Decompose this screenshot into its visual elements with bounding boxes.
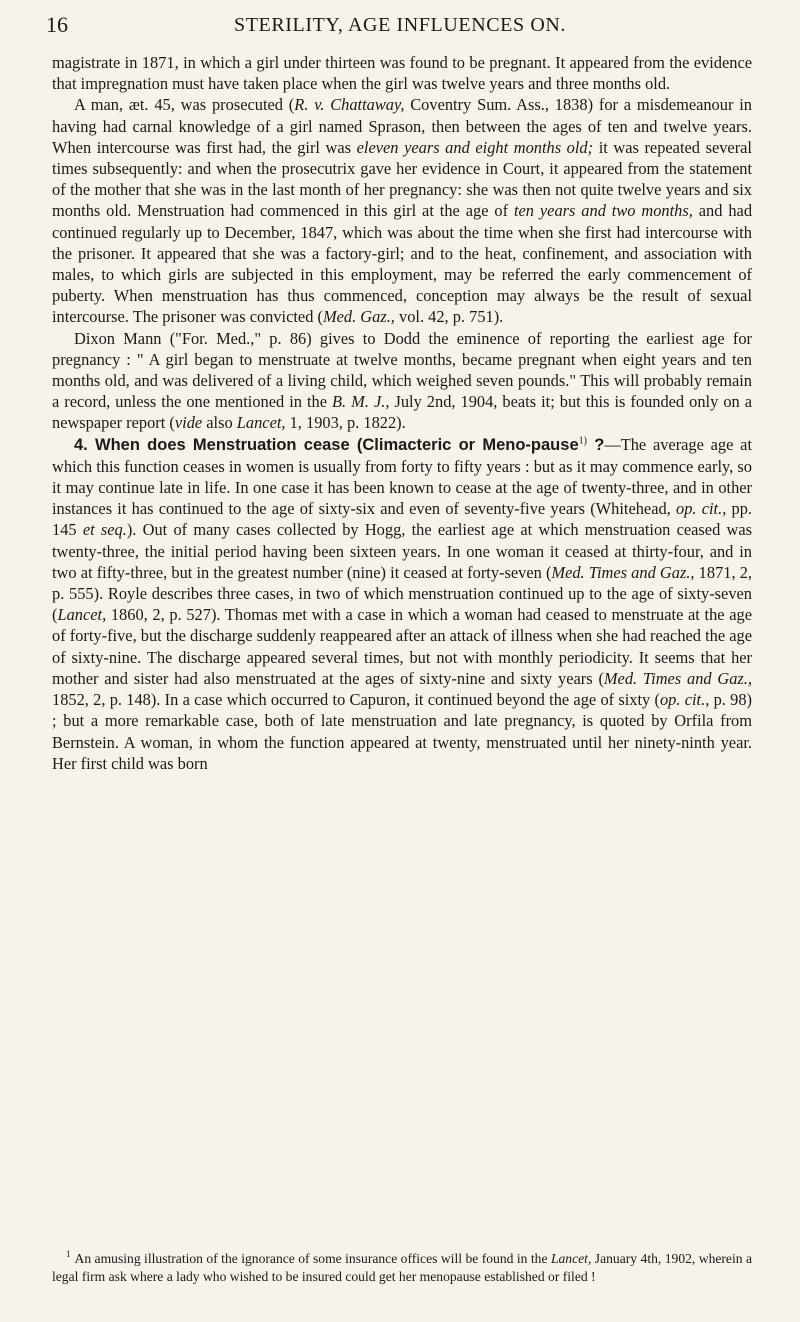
page-header [46, 12, 754, 40]
journal-citation: Lancet, [57, 605, 107, 625]
text-run: it was repeated several times subsequently: and when the prosecutrix gave her evidence in Court, it appeared from the statement of the mother that she was in the last month of her pregnancy: she was then not quite twelve years and six months old. Menstruation had commenced in this girl at the age of [52, 137, 752, 221]
italic-word: vide [174, 413, 203, 433]
footnote-reference[interactable]: 1) [578, 435, 587, 447]
text-run: pp. 145 [52, 499, 753, 540]
text-run: Dixon Mann ("For. Med.," p. 86) gives to Dodd the eminence of reporting the earliest age for pregnancy : " A girl began to menstruate at twelve months, became pregnant when eight years and ten months old, and was delivered of a living child, which weighed seven pounds." This will probably remain a record, unless the one mentioned in the [52, 328, 752, 412]
italic-citation: op. cit., [676, 499, 727, 519]
text-run: A man, æt. 45, was prosecuted ( [74, 95, 295, 115]
text-run: also [202, 413, 237, 433]
journal-citation: Med. Times and Gaz., [603, 668, 752, 688]
paragraph-1: magistrate in 1871, in which a girl under thirteen was found to be pregnant. It appeared from the evidence that impregnation must have taken place when the girl was twelve years and three months old. [52, 53, 752, 94]
italic-citation: et seq. [82, 520, 127, 540]
text-run: vol. 42, p. 751). [394, 307, 504, 327]
running-title: STERILITY, AGE INFLUENCES ON. [233, 14, 567, 36]
journal-citation: Med. Gaz., [322, 307, 395, 327]
footnote-text [52, 1250, 752, 1286]
section-heading-end: ? [586, 435, 605, 454]
text-run: and had continued regularly up to December, 1847, which was about the time when she first had intercourse with the prisoner. It appeared that she was a factory-girl; and to the heat, confinement, and association with males, to which girls are subjected in this employment, may be referred the early commencement of puberty. When menstruation has thus commenced, conception may always be the result of sexual intercourse. The prisoner was convicted ( [52, 201, 753, 327]
case-citation: R. v. Chattaway, [294, 95, 405, 115]
text-run: Coventry Sum. Ass., 1838) for a misdemeanour in having had carnal knowledge of a girl named Sprason, then between the ages of ten and twelve years. When intercourse was first had, the girl was [52, 95, 752, 157]
footnote-mark: 1 [66, 1249, 71, 1260]
text-run: January 4th, 1902, wherein a legal firm ask where a lady who wished to be insured could get her menopause established or filed ! [52, 1251, 753, 1284]
italic-age: ten years and two months, [513, 201, 693, 221]
italic-citation: op. cit., [659, 690, 710, 710]
paragraph-2 [52, 94, 752, 327]
text-run: 1860, 2, p. 527). Thomas met with a case in which a woman had ceased to menstruate at the age of forty-five, but the discharge suddenly reappeared after an attack of illness when she had reached the age of sixty-nine. The discharge appeared several times, but not with monthly periodicity. It seems that her mother and sister had also menstruated at the ages of sixty-nine and sixty years ( [52, 605, 752, 688]
journal-citation: Lancet, [550, 1251, 592, 1266]
text-run: ). Out of many cases collected by Hogg, the earliest age at which menstruation ceased was twenty-three, the initial period having been sixteen years. In one woman it ceased at thirty-four, and in two at fifty-three, but in the greatest number (nine) it ceased at forty-seven ( [52, 520, 752, 582]
journal-citation: Med. Times and Gaz., [551, 562, 695, 582]
text-run: p. 98) ; but a more remarkable case, both of late menstruation and late pregnancy, is quoted by Orfila from Bernstein. A woman, in whom the function appeared at twenty, menstruated until her ninety-ninth year. Her first child was born [52, 690, 752, 773]
journal-citation: Lancet, [236, 413, 286, 433]
body-text [52, 52, 752, 774]
text-run: 1852, 2, p. 148). In a case which occurred to Capuron, it continued beyond the age of sixty ( [52, 690, 660, 710]
text-run: An amusing illustration of the ignorance of some insurance offices will be found in the [74, 1251, 551, 1266]
text-run: 1, 1903, p. 1822). [285, 413, 406, 433]
journal-citation: B. M. J., [332, 392, 390, 412]
section-4-paragraph [52, 434, 752, 774]
section-heading: 4. When does Menstruation cease (Climacteric or Meno-pause [74, 435, 579, 454]
text-run: 1871, 2, p. 555). Royle describes three cases, in two of which menstruation continued up to the age of sixty-seven ( [52, 562, 752, 625]
page-number: 16 [46, 12, 68, 37]
italic-age: eleven years and eight months old; [356, 137, 594, 157]
text-run: July 2nd, 1904, beats it; but this is founded only on a newspaper report ( [52, 392, 753, 433]
paragraph-3 [52, 328, 752, 434]
footnote [52, 1250, 752, 1286]
text-run: —The average age at which this function ceases in women is usually from forty to fifty years : but as it may commence early, so it may continue late in life. In one case it has been known to cease at the age of twenty-three, and in other instances it has continued to the age of sixty-six and even of seventy-five years (Whitehead, [52, 434, 752, 519]
